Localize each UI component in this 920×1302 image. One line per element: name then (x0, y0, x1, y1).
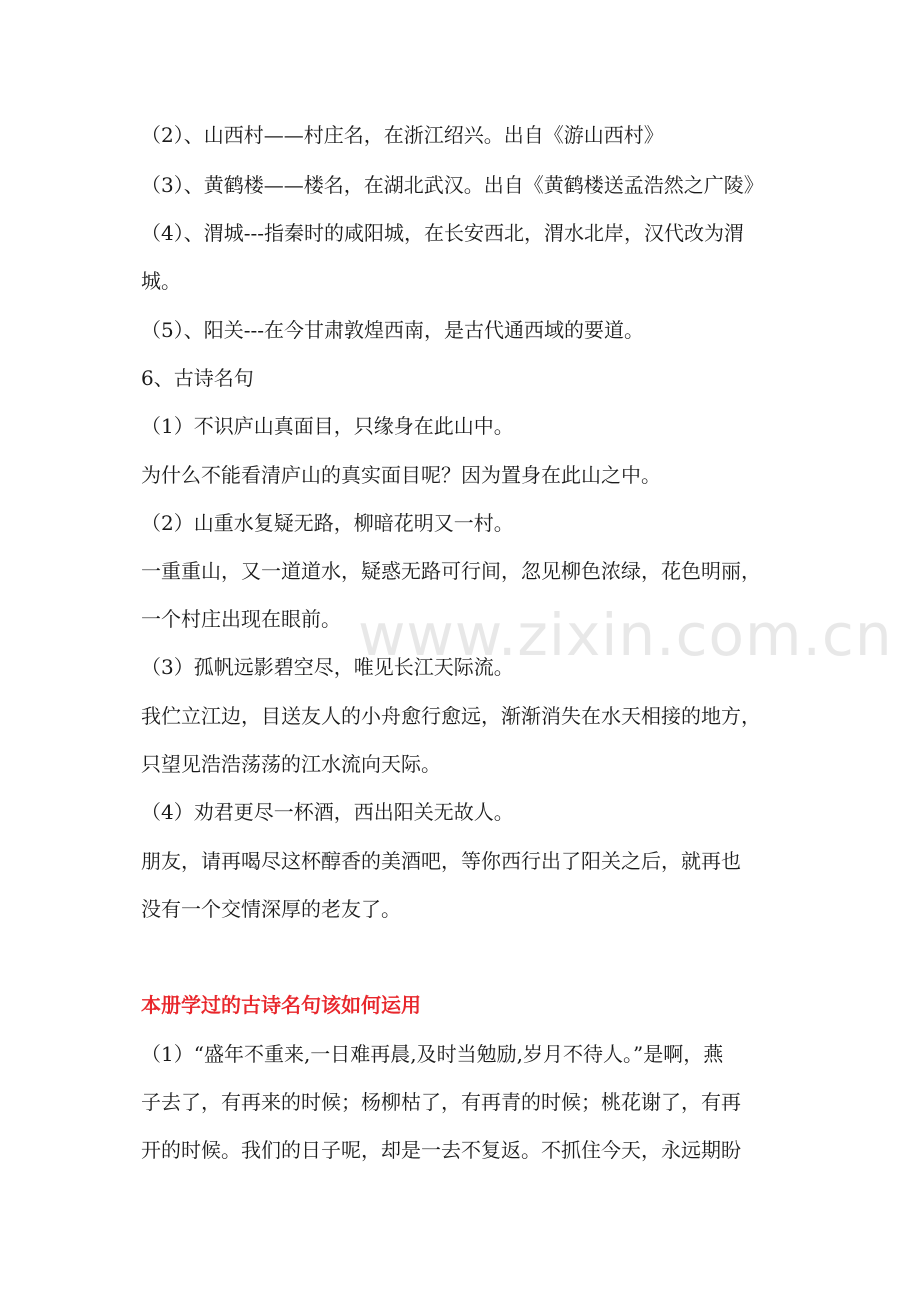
text-line: 朋友，请再喝尽这杯醇香的美酒吧，等你西行出了阳关之后，就再也 (141, 849, 741, 873)
text-line: 没有一个交情深厚的老友了。 (141, 897, 401, 921)
text-line: （2）、山西村——村庄名，在浙江绍兴。出自《游山西村》 (141, 123, 664, 147)
text-line: （3）孤帆远影碧空尽，唯见长江天际流。 (141, 655, 514, 679)
text-line: 只望见浩浩荡荡的江水流向天际。 (141, 752, 441, 776)
text-line: 城。 (141, 269, 181, 293)
text-line: 一重重山，又一道道水，疑惑无路可行间，忽见柳色浓绿，花色明丽， (141, 559, 761, 583)
text-line: （4）、渭城---指秦时的咸阳城，在长安西北，渭水北岸，汉代改为渭 (141, 221, 744, 245)
text-line: 为什么不能看清庐山的真实面目呢？因为置身在此山之中。 (141, 463, 661, 487)
text-line: （1）“盛年不重来,一日难再晨,及时当勉励,岁月不待人。”是啊，燕 (141, 1042, 724, 1066)
text-line: 开的时候。我们的日子呢，却是一去不复返。不抓住今天，永远期盼 (141, 1138, 741, 1162)
section-heading: 本册学过的古诗名句该如何运用 (141, 993, 421, 1017)
text-line: （2）山重水复疑无路，柳暗花明又一村。 (141, 511, 514, 535)
text-line: （1）不识庐山真面目，只缘身在此山中。 (141, 414, 514, 438)
text-line: （3）、黄鹤楼——楼名，在湖北武汉。出自《黄鹤楼送孟浩然之广陵》 (141, 173, 764, 197)
text-line: 我伫立江边，目送友人的小舟愈行愈远，渐渐消失在水天相接的地方， (141, 704, 761, 728)
text-line: （5）、阳关---在今甘肃敦煌西南，是古代通西域的要道。 (141, 318, 644, 342)
watermark: www.zixin.com.cn (358, 601, 893, 669)
text-line: 子去了，有再来的时候；杨柳枯了，有再青的时候；桃花谢了，有再 (141, 1090, 741, 1114)
text-line: 6、古诗名句 (141, 366, 254, 390)
text-line: 一个村庄出现在眼前。 (141, 607, 341, 631)
text-line: （4）劝君更尽一杯酒，西出阳关无故人。 (141, 800, 514, 824)
